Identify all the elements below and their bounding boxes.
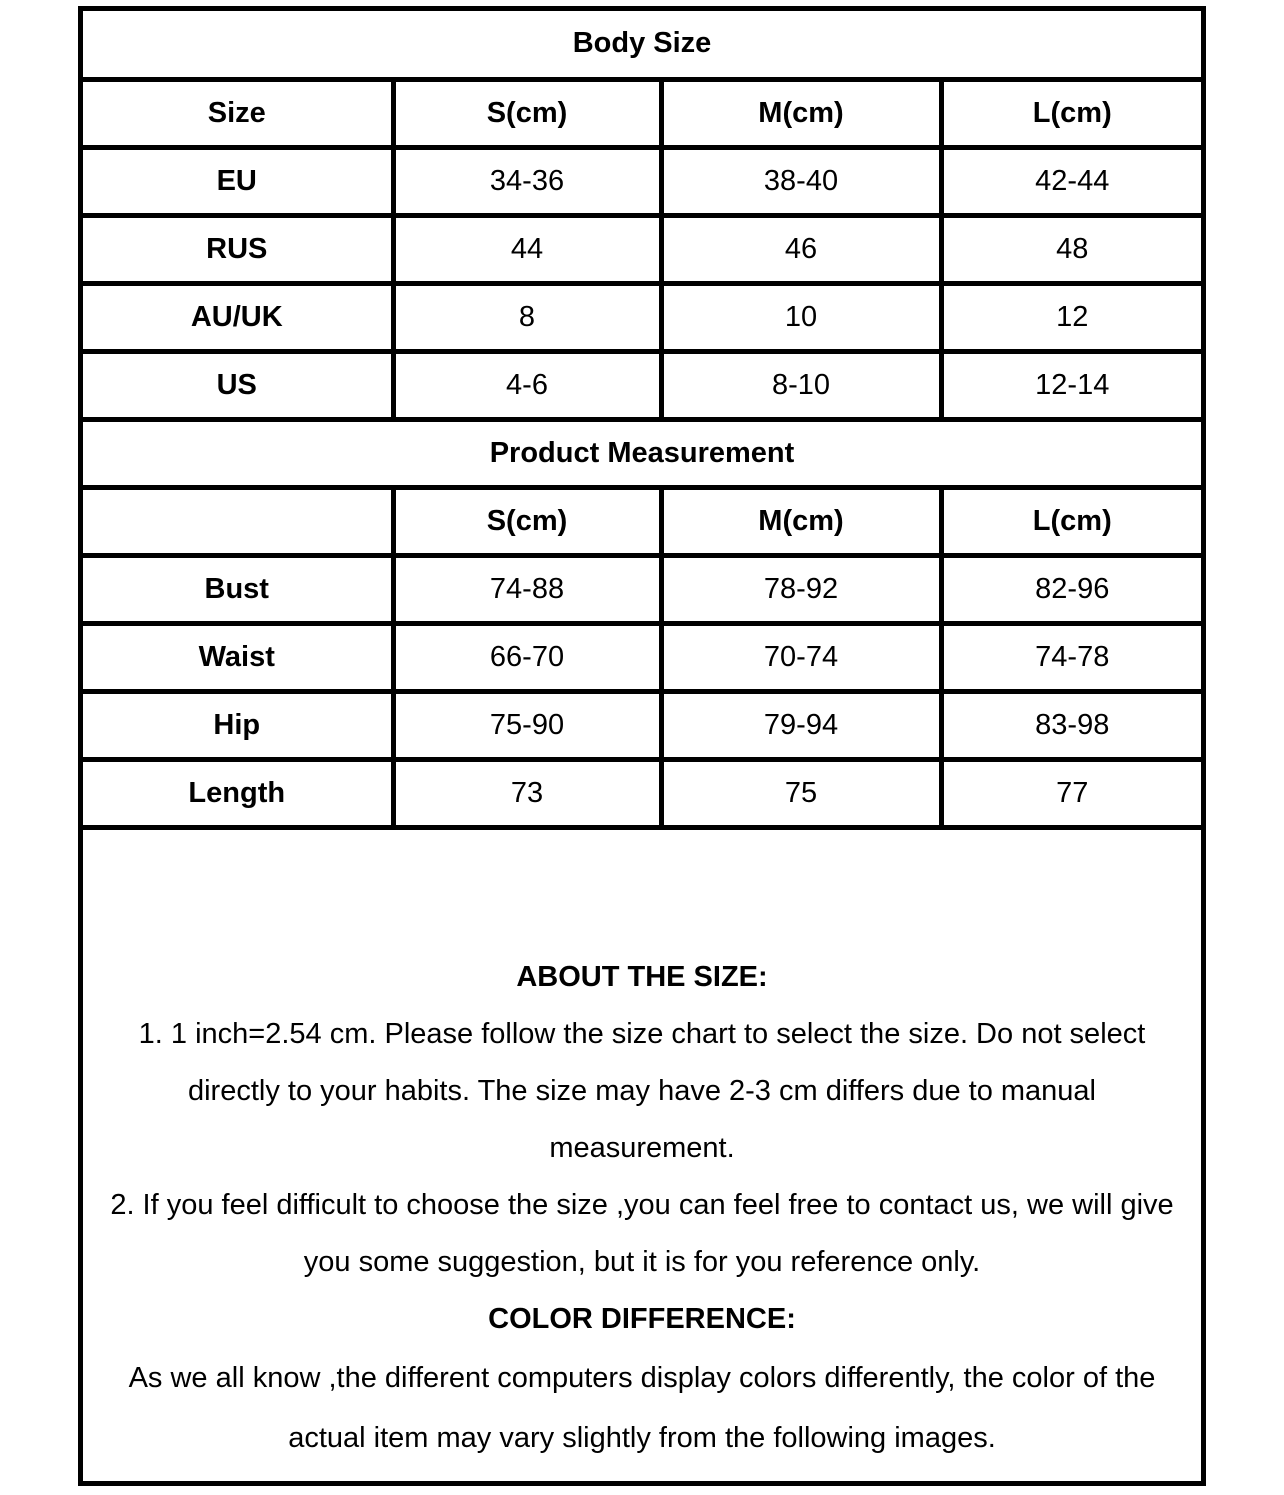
header-cell: L(cm) (941, 487, 1201, 555)
header-cell: L(cm) (941, 79, 1201, 147)
table-cell: 70-74 (661, 623, 941, 691)
product-measurement-title-row (83, 419, 1201, 487)
body-size-title-row (83, 11, 1201, 79)
row-label: US (83, 351, 393, 419)
table-row (83, 691, 1201, 759)
row-label: RUS (83, 215, 393, 283)
table-row (83, 351, 1201, 419)
table-cell: 78-92 (661, 555, 941, 623)
header-cell: S(cm) (393, 487, 661, 555)
table-cell: 75 (661, 759, 941, 827)
table-cell: 75-90 (393, 691, 661, 759)
table-cell: 74-78 (941, 623, 1201, 691)
table-cell: 82-96 (941, 555, 1201, 623)
table-cell: 74-88 (393, 555, 661, 623)
color-difference-heading: COLOR DIFFERENCE: (488, 1303, 796, 1335)
header-cell: Size (83, 79, 393, 147)
table-cell: 48 (941, 215, 1201, 283)
row-label: Hip (83, 691, 393, 759)
table-cell: 8-10 (661, 351, 941, 419)
table-cell: 4-6 (393, 351, 661, 419)
about-size-note-2: 2. If you feel difficult to choose the size ,you can feel free to contact us, we will give you some suggestion, but it is for you reference only. (110, 1189, 1174, 1278)
table-cell: 83-98 (941, 691, 1201, 759)
table-cell: 38-40 (661, 147, 941, 215)
table-cell: 79-94 (661, 691, 941, 759)
table-row (83, 623, 1201, 691)
section-title: Product Measurement (83, 419, 1201, 487)
about-size-note-1: 1. 1 inch=2.54 cm. Please follow the size chart to select the size. Do not select directly to your habits. The size may have 2-3 cm differs due to manual measurement. (138, 1018, 1146, 1164)
row-label: EU (83, 147, 393, 215)
header-cell: M(cm) (661, 487, 941, 555)
size-chart (78, 6, 1206, 1486)
table-cell: 34-36 (393, 147, 661, 215)
table-cell: 77 (941, 759, 1201, 827)
table-cell: 46 (661, 215, 941, 283)
row-label: AU/UK (83, 283, 393, 351)
row-label: Waist (83, 623, 393, 691)
table-row (83, 555, 1201, 623)
size-notes (83, 949, 1201, 1468)
about-size-heading: ABOUT THE SIZE: (516, 961, 768, 993)
table-cell: 66-70 (393, 623, 661, 691)
table-cell: 8 (393, 283, 661, 351)
table-cell: 73 (393, 759, 661, 827)
table-row (83, 283, 1201, 351)
size-table (83, 11, 1201, 830)
row-label: Bust (83, 555, 393, 623)
color-difference-note: As we all know ,the different computers display colors differently, the color of the actual item may vary slightly from the following images. (128, 1362, 1156, 1454)
table-row (83, 147, 1201, 215)
table-cell: 10 (661, 283, 941, 351)
header-cell (83, 487, 393, 555)
header-cell: M(cm) (661, 79, 941, 147)
table-row (83, 759, 1201, 827)
table-cell: 42-44 (941, 147, 1201, 215)
table-header-row (83, 79, 1201, 147)
table-cell: 12 (941, 283, 1201, 351)
table-header-row (83, 487, 1201, 555)
section-title: Body Size (83, 11, 1201, 79)
header-cell: S(cm) (393, 79, 661, 147)
table-row (83, 215, 1201, 283)
row-label: Length (83, 759, 393, 827)
table-cell: 12-14 (941, 351, 1201, 419)
table-cell: 44 (393, 215, 661, 283)
